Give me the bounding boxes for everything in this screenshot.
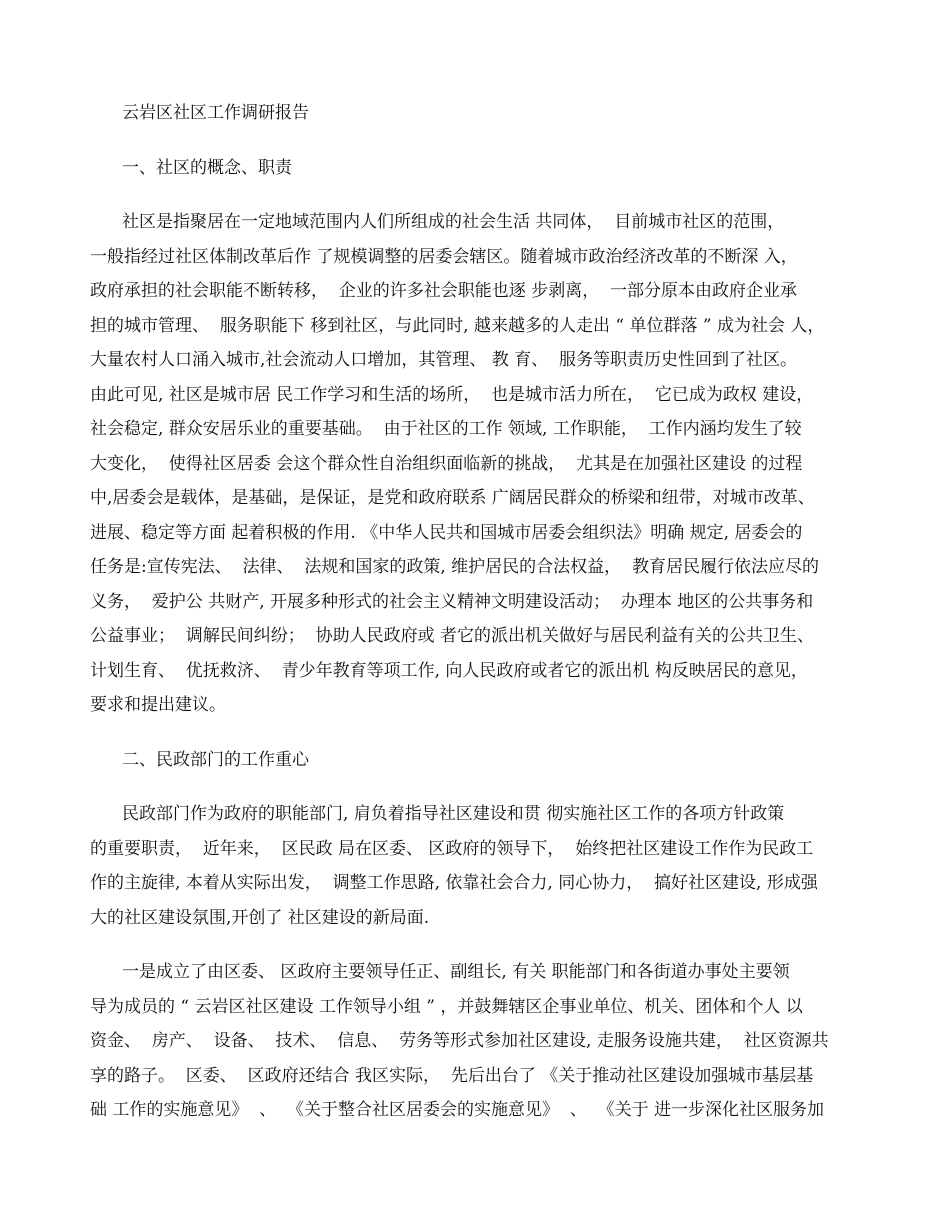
section-1-paragraph-line: 任务是:宣传宪法、 法律、 法规和国家的政策, 维护居民的合法权益， 教育居民履行依法应尽的 [90,557,819,577]
section-1-paragraph-line: 由此可见, 社区是城市居 民工作学习和生活的场所， 也是城市活力所在， 它已成为政权 建设， [90,385,814,405]
section-1-paragraph-line: 一般指经过社区体制改革后作 了规模调整的居委会辖区。随着城市政治经济改革的不断深 入， [90,247,798,267]
document-title: 云岩区社区工作调研报告 [122,103,309,123]
section-1-heading: 一、社区的概念、职责 [122,158,292,178]
section-1-paragraph-line: 要求和提出建议。 [90,695,226,715]
section-2-paragraph-2-line: 础 工作的实施意见》 、 《关于整合社区居委会的实施意见》 、 《关于 进一步深化社区服务加 [90,1100,825,1120]
section-2-paragraph-1-line: 民政部门作为政府的职能部门, 肩负着指导社区建设和贯 彻实施社区工作的各项方针政策 [122,804,785,824]
section-1-paragraph-line: 义务， 爱护公 共财产, 开展多种形式的社会主义精神文明建设活动； 办理本 地区的公共事务和 [90,592,814,612]
section-2-heading: 二、民政部门的工作重心 [122,750,309,770]
section-1-paragraph-line: 社会稳定, 群众安居乐业的重要基础。 由于社区的工作 领域, 工作职能， 工作内涵均发生了较 [90,419,802,439]
section-1-paragraph-line: 担的城市管理、 服务职能下 移到社区，与此同时, 越来越多的人走出 “ 单位群落 ” 成为社会 人， [90,316,825,336]
section-2-paragraph-2-line: 导为成员的 “ 云岩区社区建设 工作领导小组 ” ，并鼓舞辖区企事业单位、机关、团体和个人 以 [90,997,803,1017]
section-1-paragraph-line: 政府承担的社会职能不断转移， 企业的许多社会职能也逐 步剥离， 一部分原本由政府企业承 [90,281,798,301]
section-2-paragraph-1-line: 大的社区建设氛围,开创了 社区建设的新局面. [90,908,430,928]
section-2-paragraph-1-line: 的重要职责， 近年来， 区民政 局在区委、 区政府的领导下， 始终把社区建设工作作为民政工 [90,839,814,859]
section-1-paragraph-line: 公益事业； 调解民间纠纷； 协助人民政府或 者它的派出机关做好与居民利益有关的公共卫生、 [90,626,815,646]
section-1-paragraph-line: 计划生育、 优抚救济、 青少年教育等项工作, 向人民政府或者它的派出机 构反映居民的意见， [90,661,808,681]
section-2-paragraph-2-line: 资金、 房产、 设备、 技术、 信息、 劳务等形式参加社区建设, 走服务设施共建， 社区资源共 [90,1031,829,1051]
section-1-paragraph-line: 大量农村人口涌入城市,社会流动人口增加，其管理、 教 育、 服务等职责历史性回到了社区。 [90,350,798,370]
section-2-paragraph-1-line: 作的主旋律, 本着从实际出发， 调整工作思路, 依靠社会合力, 同心协力， 搞好社区建设, 形成强 [90,873,818,893]
section-1-paragraph-line: 中,居委会是载体，是基础，是保证，是党和政府联系 广阔居民群众的桥梁和纽带，对城市改革、 [90,488,815,508]
section-1-paragraph-line: 大变化， 使得社区居委 会这个群众性自治组织面临新的挑战， 尤其是在加强社区建设 的过程 [90,454,803,474]
section-2-paragraph-2-line: 享的路子。 区委、 区政府还结合 我区实际， 先后出台了 《关于推动社区建设加强城市基层基 [90,1066,814,1086]
section-1-paragraph-line: 进展、稳定等方面 起着积极的作用. 《中华人民共和国城市居委会组织法》明确 规定, 居委会的 [90,523,803,543]
section-1-paragraph-line: 社区是指聚居在一定地域范围内人们所组成的社会生活 共同体， 目前城市社区的范围， [122,212,785,232]
section-2-paragraph-2-line: 一是成立了由区委、 区政府主要领导任正、副组长, 有关 职能部门和各街道办事处主要领 [122,962,790,982]
